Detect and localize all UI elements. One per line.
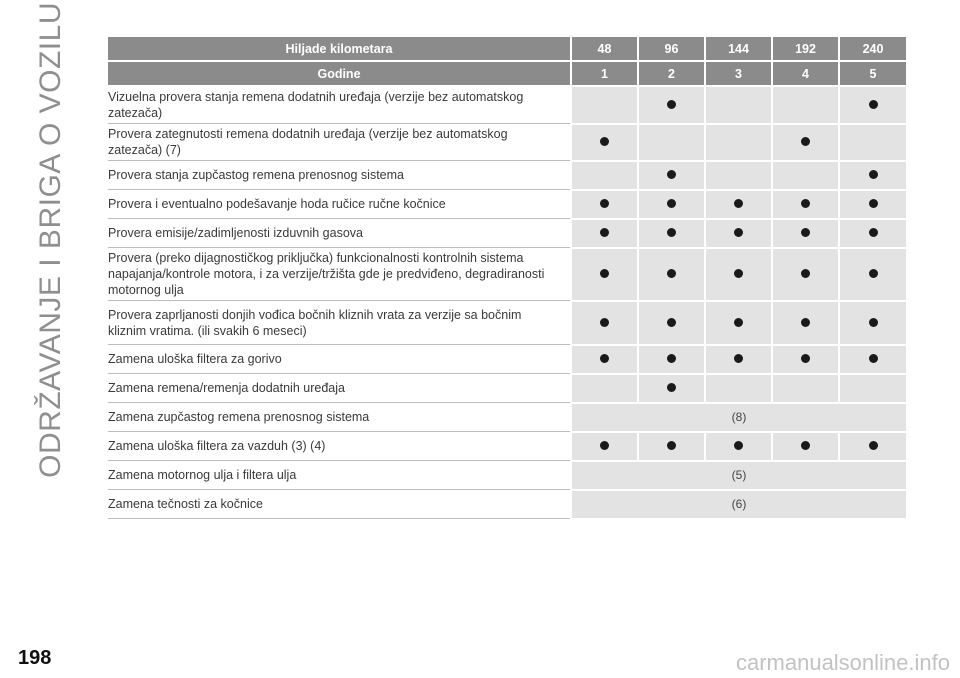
service-dot-icon	[667, 318, 676, 327]
interval-cell	[705, 86, 772, 124]
header-km-value: 240	[839, 37, 906, 61]
interval-cell	[705, 248, 772, 301]
service-dot-icon	[734, 199, 743, 208]
service-dot-icon	[734, 318, 743, 327]
interval-cell	[705, 345, 772, 374]
service-dot-icon	[801, 228, 810, 237]
row-description: Provera i eventualno podešavanje hoda ručice ručne kočnice	[108, 190, 571, 219]
maintenance-schedule-table	[108, 37, 906, 520]
row-description: Zamena tečnosti za kočnice	[108, 490, 571, 519]
interval-cell	[705, 219, 772, 248]
table-row	[108, 461, 906, 490]
interval-cell	[638, 432, 705, 461]
service-dot-icon	[869, 318, 878, 327]
interval-cell	[772, 374, 839, 403]
interval-cell	[839, 432, 906, 461]
interval-cell	[772, 432, 839, 461]
interval-cell	[772, 248, 839, 301]
header-km-label: Hiljade kilometara	[108, 37, 571, 61]
table-row	[108, 490, 906, 519]
interval-cell	[839, 374, 906, 403]
interval-cell	[571, 124, 638, 161]
interval-cell	[638, 161, 705, 190]
interval-cell	[772, 161, 839, 190]
interval-cell	[839, 124, 906, 161]
interval-cell	[705, 301, 772, 345]
interval-cell	[839, 248, 906, 301]
table-row	[108, 190, 906, 219]
row-description: Provera (preko dijagnostičkog priključka) funkcionalnosti kontrolnih sistema napajanja/kontrole motora, i za verzije/tržišta gde je predviđeno, degradiranosti motornog ulja	[108, 248, 571, 301]
interval-cell	[705, 190, 772, 219]
row-description: Zamena motornog ulja i filtera ulja	[108, 461, 571, 490]
header-year-value: 4	[772, 61, 839, 86]
service-dot-icon	[600, 137, 609, 146]
row-description: Provera emisije/zadimljenosti izduvnih gasova	[108, 219, 571, 248]
table-row	[108, 374, 906, 403]
service-dot-icon	[869, 199, 878, 208]
row-description: Provera zaprljanosti donjih vođica bočnih kliznih vrata za verzije sa bočnim kliznim vratima. (ili svakih 6 meseci)	[108, 301, 571, 345]
service-dot-icon	[600, 199, 609, 208]
interval-cell	[772, 86, 839, 124]
table-row	[108, 248, 906, 301]
service-dot-icon	[734, 354, 743, 363]
table-row	[108, 301, 906, 345]
header-year-value: 5	[839, 61, 906, 86]
interval-cell	[705, 161, 772, 190]
header-km-value: 96	[638, 37, 705, 61]
interval-cell	[571, 301, 638, 345]
interval-cell	[638, 248, 705, 301]
service-dot-icon	[600, 269, 609, 278]
interval-cell	[839, 161, 906, 190]
interval-cell	[638, 374, 705, 403]
row-description: Zamena remena/remenja dodatnih uređaja	[108, 374, 571, 403]
interval-cell	[571, 248, 638, 301]
table-row	[108, 403, 906, 432]
header-year-value: 3	[705, 61, 772, 86]
service-dot-icon	[667, 383, 676, 392]
interval-cell	[638, 219, 705, 248]
interval-cell	[571, 432, 638, 461]
service-dot-icon	[869, 354, 878, 363]
row-description: Zamena uloška filtera za vazduh (3) (4)	[108, 432, 571, 461]
table-row	[108, 161, 906, 190]
service-dot-icon	[667, 100, 676, 109]
row-description: Provera zategnutosti remena dodatnih uređaja (verzije bez automatskog zatezača) (7)	[108, 124, 571, 161]
service-dot-icon	[667, 199, 676, 208]
service-dot-icon	[869, 170, 878, 179]
service-dot-icon	[600, 441, 609, 450]
header-row-km	[108, 37, 906, 61]
service-dot-icon	[600, 228, 609, 237]
service-dot-icon	[734, 441, 743, 450]
table-row	[108, 124, 906, 161]
watermark: carmanualsonline.info	[735, 650, 950, 675]
interval-cell	[571, 219, 638, 248]
interval-cell	[638, 190, 705, 219]
header-km-value: 48	[571, 37, 638, 61]
interval-cell	[705, 432, 772, 461]
header-km-value: 192	[772, 37, 839, 61]
service-dot-icon	[667, 269, 676, 278]
interval-cell	[571, 345, 638, 374]
row-note-cell: (8)	[571, 403, 906, 432]
interval-cell	[571, 86, 638, 124]
interval-cell	[839, 345, 906, 374]
interval-cell	[839, 190, 906, 219]
interval-cell	[772, 124, 839, 161]
service-dot-icon	[801, 269, 810, 278]
table-row	[108, 219, 906, 248]
service-dot-icon	[869, 441, 878, 450]
table-row	[108, 345, 906, 374]
service-dot-icon	[600, 318, 609, 327]
service-dot-icon	[667, 170, 676, 179]
interval-cell	[571, 374, 638, 403]
service-dot-icon	[600, 354, 609, 363]
service-dot-icon	[734, 269, 743, 278]
service-dot-icon	[801, 441, 810, 450]
interval-cell	[772, 190, 839, 219]
side-section-title	[27, 2, 75, 478]
table-row	[108, 86, 906, 124]
interval-cell	[839, 301, 906, 345]
row-description: Vizuelna provera stanja remena dodatnih uređaja (verzije bez automatskog zatezača)	[108, 86, 571, 124]
service-dot-icon	[734, 228, 743, 237]
service-dot-icon	[801, 318, 810, 327]
interval-cell	[705, 124, 772, 161]
header-years-label: Godine	[108, 61, 571, 86]
service-dot-icon	[869, 228, 878, 237]
service-dot-icon	[667, 228, 676, 237]
table-row	[108, 432, 906, 461]
service-dot-icon	[869, 269, 878, 278]
interval-cell	[772, 219, 839, 248]
interval-cell	[638, 345, 705, 374]
row-description: Zamena zupčastog remena prenosnog sistema	[108, 403, 571, 432]
interval-cell	[772, 345, 839, 374]
row-description: Provera stanja zupčastog remena prenosnog sistema	[108, 161, 571, 190]
page-number: 198	[18, 647, 52, 669]
header-row-years	[108, 61, 906, 86]
service-dot-icon	[869, 100, 878, 109]
row-note-cell: (6)	[571, 490, 906, 519]
interval-cell	[638, 86, 705, 124]
interval-cell	[571, 161, 638, 190]
header-year-value: 2	[638, 61, 705, 86]
row-description: Zamena uloška filtera za gorivo	[108, 345, 571, 374]
side-section-title-text: ODRŽAVANJE I BRIGA O VOZILU	[34, 2, 67, 478]
interval-cell	[839, 86, 906, 124]
interval-cell	[705, 374, 772, 403]
interval-cell	[638, 124, 705, 161]
service-dot-icon	[667, 441, 676, 450]
row-note-cell: (5)	[571, 461, 906, 490]
interval-cell	[571, 190, 638, 219]
header-year-value: 1	[571, 61, 638, 86]
interval-cell	[772, 301, 839, 345]
interval-cell	[839, 219, 906, 248]
service-dot-icon	[667, 354, 676, 363]
service-dot-icon	[801, 354, 810, 363]
header-km-value: 144	[705, 37, 772, 61]
service-dot-icon	[801, 199, 810, 208]
interval-cell	[638, 301, 705, 345]
service-dot-icon	[801, 137, 810, 146]
